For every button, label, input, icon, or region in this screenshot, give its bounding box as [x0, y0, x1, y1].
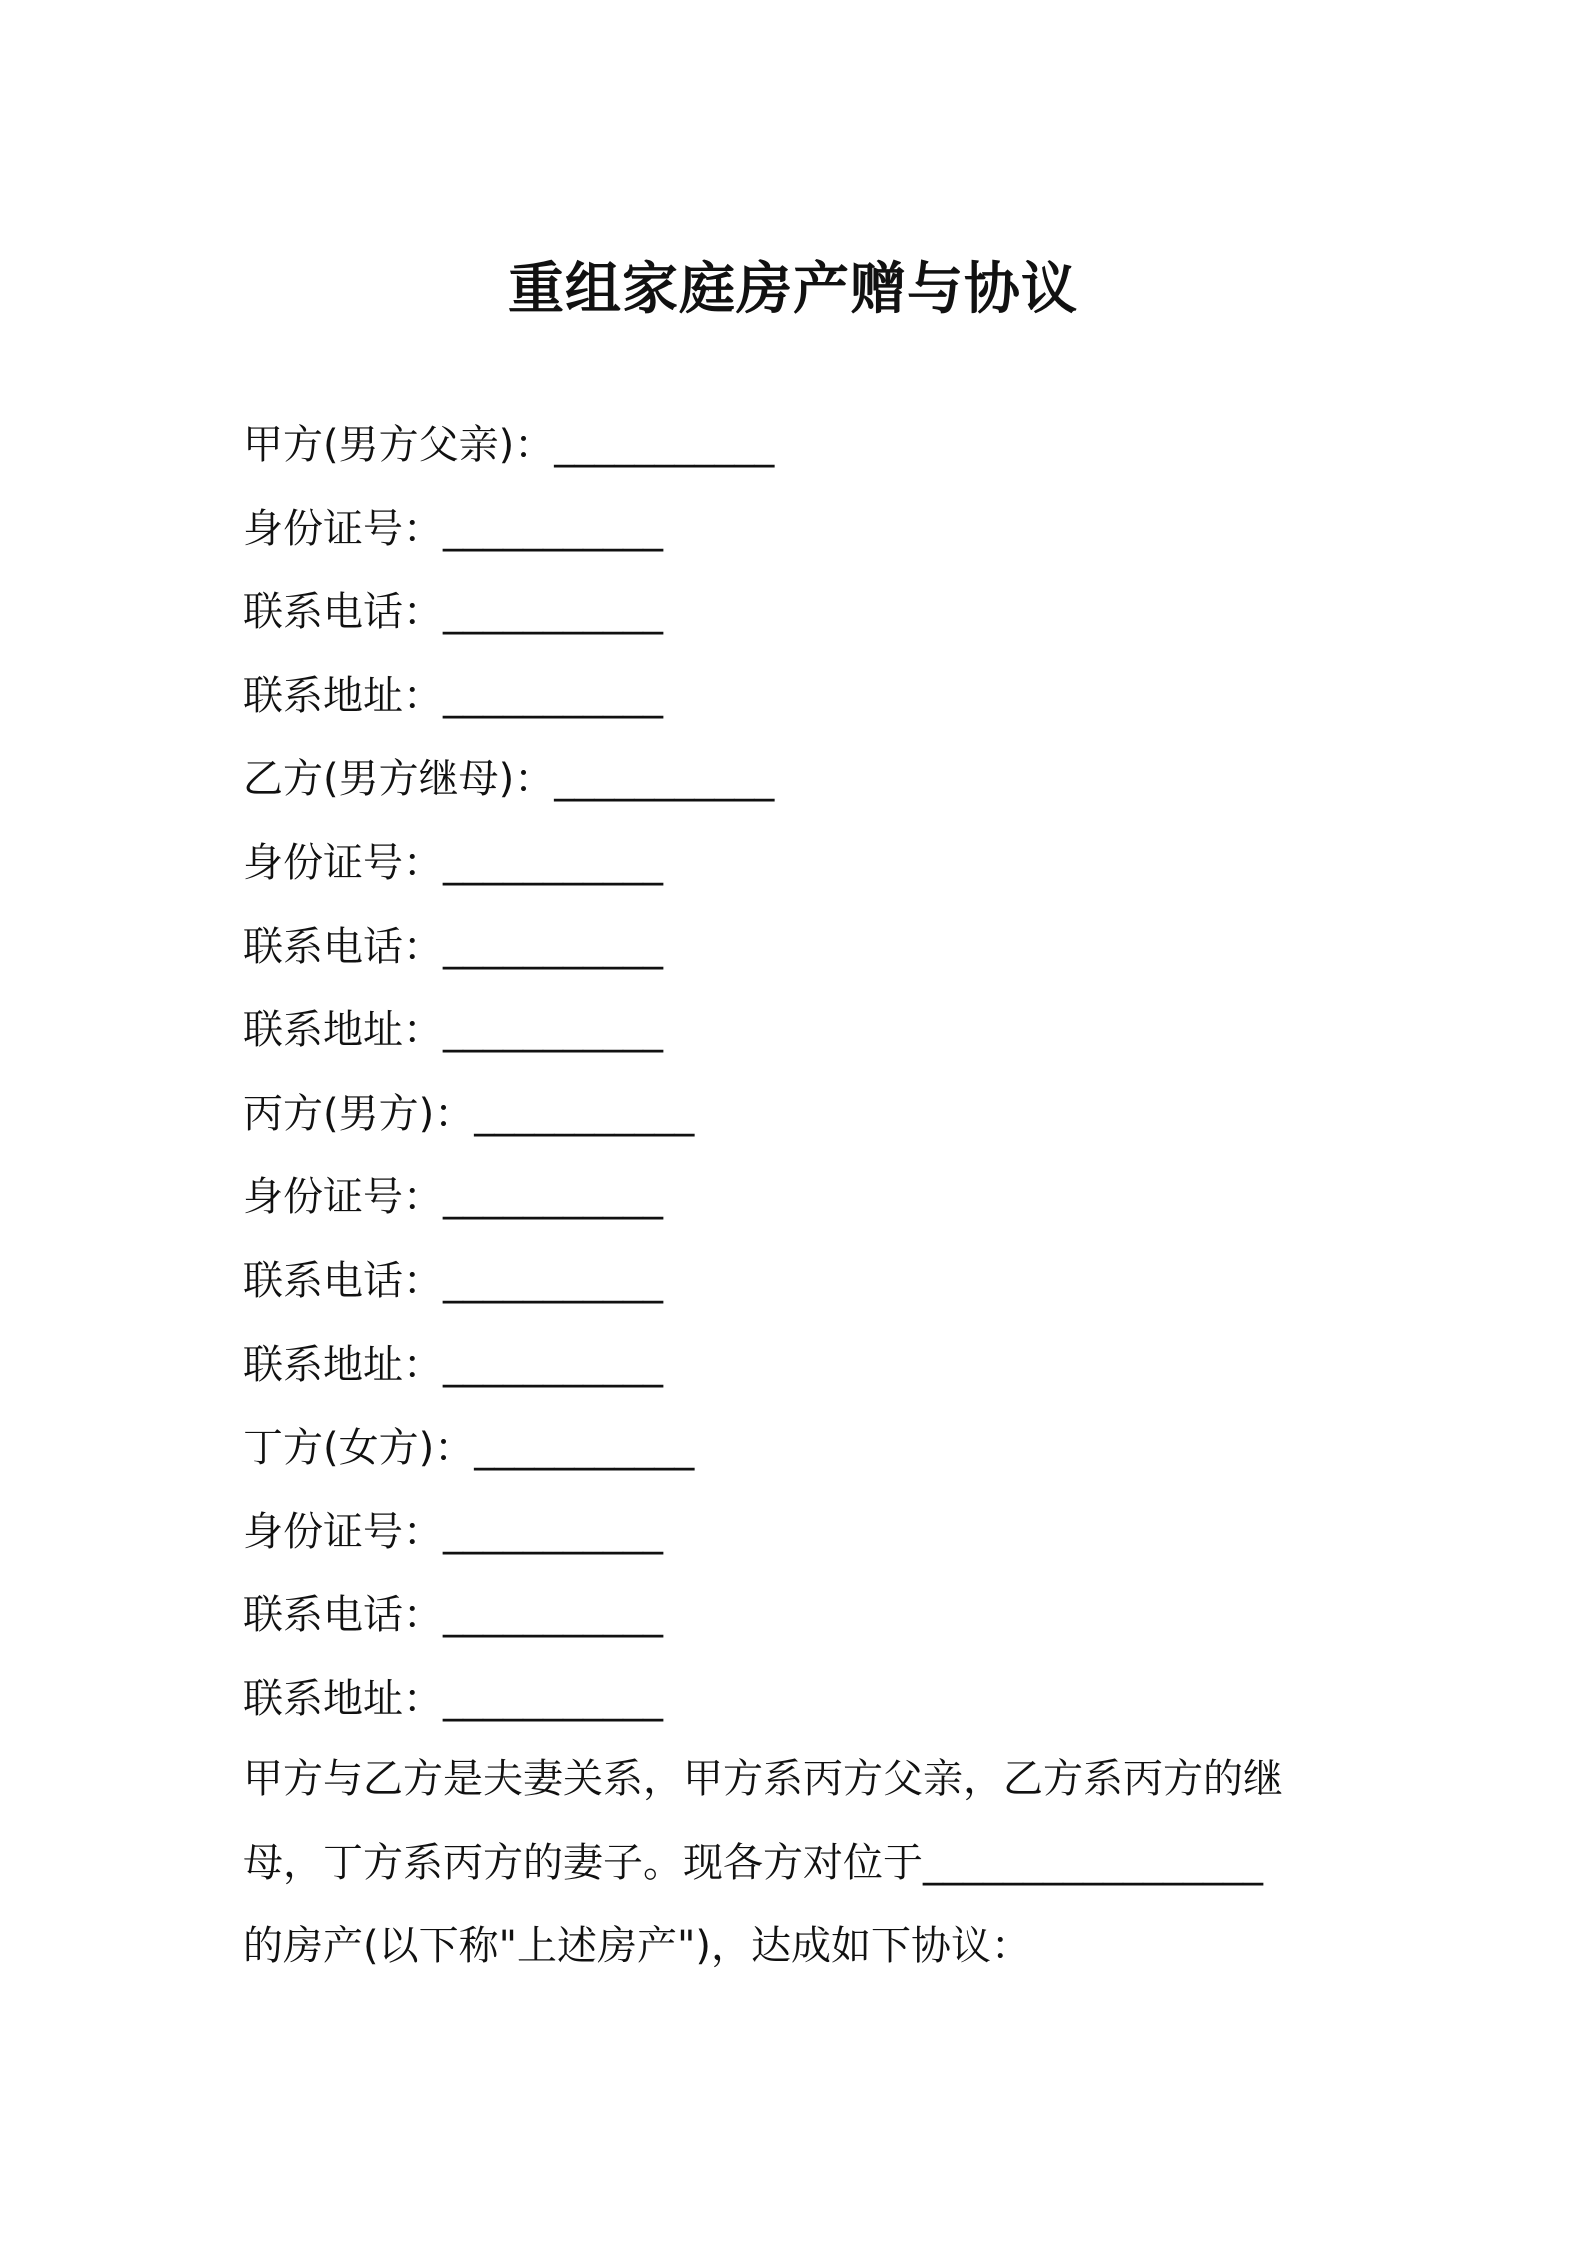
- field-label: 联系电话：: [243, 589, 443, 636]
- field-label: 丁方(女方)：: [243, 1425, 475, 1472]
- party-field-row: [243, 571, 1363, 655]
- field-label: 甲方(男方父亲)：: [243, 422, 555, 468]
- fill-in-blank[interactable]: ___________: [443, 1508, 663, 1555]
- party-field-row: [243, 488, 1363, 572]
- party-field-row: [243, 989, 1363, 1073]
- field-label: 联系地址：: [243, 1007, 443, 1054]
- field-label: 身份证号：: [243, 505, 443, 552]
- party-field-row: [243, 655, 1363, 739]
- fill-in-blank[interactable]: ___________: [554, 422, 775, 468]
- party-field-row: [243, 404, 1363, 488]
- paragraph-line: 的房产(以下称"上述房产")，达成如下协议：: [243, 1923, 1032, 1970]
- fill-in-blank[interactable]: ___________: [474, 1425, 695, 1472]
- fill-in-blank[interactable]: ___________: [443, 1257, 663, 1304]
- party-field-row: [243, 1407, 1363, 1491]
- field-label: 联系电话：: [243, 1257, 443, 1304]
- party-field-row: [243, 738, 1363, 822]
- agreement-intro-paragraph: [243, 1738, 1363, 1989]
- fill-in-blank[interactable]: ___________: [443, 1341, 663, 1388]
- field-label: 联系地址：: [243, 672, 443, 719]
- party-field-row: [243, 822, 1363, 906]
- fill-in-blank[interactable]: ___________: [554, 756, 775, 803]
- paragraph-line: 母，丁方系丙方的妻子。现各方对位于_________________: [243, 1839, 1263, 1886]
- paragraph-line: 甲方与乙方是夫妻关系，甲方系丙方父亲，乙方系丙方的继: [243, 1756, 1283, 1802]
- party-field-row: [243, 906, 1363, 990]
- fill-in-blank[interactable]: ___________: [443, 672, 663, 719]
- party-field-row: [243, 1240, 1363, 1324]
- fill-in-blank[interactable]: ___________: [474, 1090, 695, 1137]
- party-field-row: [243, 1156, 1363, 1240]
- field-label: 身份证号：: [243, 839, 443, 886]
- fill-in-blank[interactable]: ___________: [443, 1174, 663, 1221]
- field-label: 联系地址：: [243, 1675, 443, 1722]
- fill-in-blank[interactable]: ___________: [443, 1007, 663, 1054]
- field-label: 丙方(男方)：: [243, 1090, 475, 1137]
- fill-in-blank[interactable]: ___________: [443, 923, 663, 970]
- party-field-row: [243, 1658, 1363, 1742]
- field-label: 身份证号：: [243, 1174, 443, 1221]
- party-field-row: [243, 1491, 1363, 1575]
- document-title: 重组家庭房产赠与协议: [508, 257, 1078, 322]
- party-fields: [243, 404, 1363, 1742]
- fill-in-blank[interactable]: ___________: [443, 1675, 663, 1722]
- field-label: 联系电话：: [243, 1592, 443, 1639]
- fill-in-blank[interactable]: ___________: [443, 505, 663, 552]
- party-field-row: [243, 1073, 1363, 1157]
- fill-in-blank[interactable]: ___________: [443, 839, 663, 886]
- field-label: 联系地址：: [243, 1341, 443, 1388]
- field-label: 联系电话：: [243, 923, 443, 970]
- party-field-row: [243, 1324, 1363, 1408]
- party-field-row: [243, 1574, 1363, 1658]
- fill-in-blank[interactable]: ___________: [443, 589, 663, 636]
- fill-in-blank[interactable]: ___________: [443, 1592, 663, 1639]
- field-label: 身份证号：: [243, 1508, 443, 1555]
- field-label: 乙方(男方继母)：: [243, 756, 555, 803]
